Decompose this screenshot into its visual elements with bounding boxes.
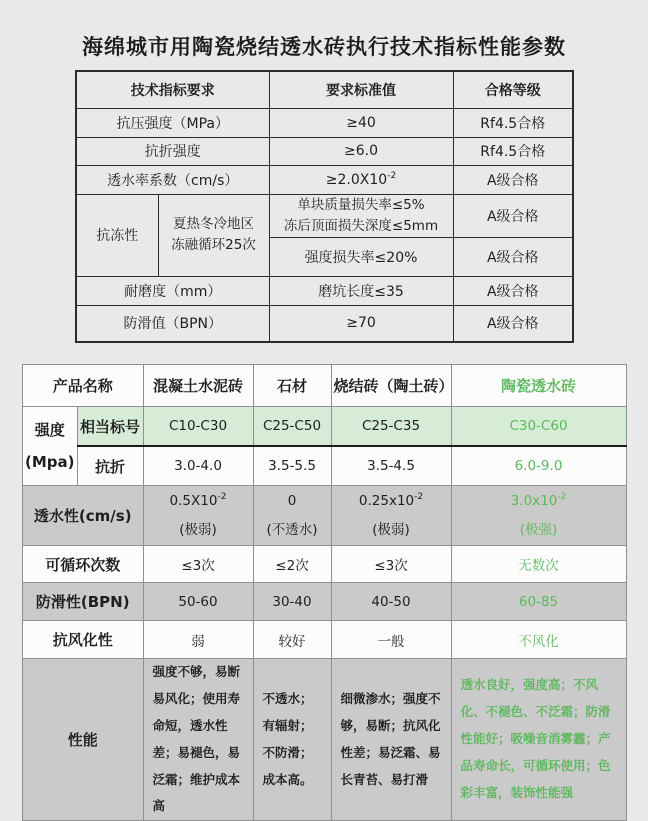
recycle-ceramic: 无数次 <box>451 546 626 583</box>
strength-label-line1: 强度 <box>34 421 65 439</box>
spec-row-antislip <box>76 305 573 342</box>
frost-sub1-line1: 单块质量损失率≤5% <box>297 196 425 213</box>
antislip-standard: ≥70 <box>269 305 453 342</box>
antislip-label: 防滑性(BPN) <box>23 583 144 621</box>
antislip-indicator: 防滑值（BPN） <box>76 305 269 342</box>
flexural-standard: ≥6.0 <box>269 137 453 165</box>
antislip-concrete: 50-60 <box>143 583 253 621</box>
perm-value <box>256 493 329 509</box>
perm-note: (不透水) <box>266 522 318 538</box>
spec-row-flexural <box>76 137 573 165</box>
spec-header-row <box>76 71 573 108</box>
row-antislip <box>23 583 627 621</box>
performance-concrete: 强度不够，易断易风化；使用寿命短，透水性差；易褪色，易泛霜；维护成本高 <box>143 659 253 821</box>
performance-ceramic: 透水良好，强度高；不风化、不褪色、不泛霜；防滑性能好；吸噪音消雾霾；产品寿命长，可循环使用；色彩丰富，装饰性能强 <box>451 659 626 821</box>
header-concrete: 混凝土水泥砖 <box>143 365 253 407</box>
weathering-concrete: 弱 <box>143 621 253 659</box>
equiv-concrete: C10-C30 <box>143 407 253 447</box>
equiv-sintered: C25-C35 <box>331 407 451 447</box>
row-strength-equivalent <box>23 407 627 447</box>
value-base: ≥2.0X10 <box>325 171 388 188</box>
wear-grade: A级合格 <box>453 276 573 305</box>
frost-condition <box>158 194 269 276</box>
spec-row-wear <box>76 276 573 305</box>
row-strength-flexural <box>23 446 627 486</box>
strength-label-line2: (Mpa) <box>25 453 75 471</box>
equiv-label: 相当标号 <box>77 407 143 447</box>
frost-label: 抗冻性 <box>76 194 158 276</box>
permeability-stone <box>253 486 331 546</box>
frost-sub1-standard <box>269 194 453 237</box>
permeability-sintered <box>331 486 451 546</box>
weathering-stone: 较好 <box>253 621 331 659</box>
antislip-ceramic: 60-85 <box>451 583 626 621</box>
spec-row-frost-1 <box>76 194 573 237</box>
value-superscript: -2 <box>217 492 227 502</box>
weathering-sintered: 一般 <box>331 621 451 659</box>
perm-note: (极强) <box>519 522 558 538</box>
value-superscript: -2 <box>387 170 397 181</box>
comparison-header-row <box>23 365 627 407</box>
spec-header-indicator: 技术指标要求 <box>76 71 269 108</box>
frost-sub1-line2: 冻后顶面损失深度≤5mm <box>283 217 439 234</box>
strength-label <box>23 407 78 486</box>
row-performance <box>23 659 627 821</box>
performance-stone: 不透水；有辐射；不防滑；成本高。 <box>253 659 331 821</box>
recycle-stone: ≤2次 <box>253 546 331 583</box>
frost-sub1-grade: A级合格 <box>453 194 573 237</box>
flex-concrete: 3.0-4.0 <box>143 446 253 486</box>
row-permeability <box>23 486 627 546</box>
recycle-concrete: ≤3次 <box>143 546 253 583</box>
spec-header-standard: 要求标准值 <box>269 71 453 108</box>
flex-label: 抗折 <box>77 446 143 486</box>
permeability-grade: A级合格 <box>453 165 573 194</box>
permeability-ceramic <box>451 486 626 546</box>
row-weathering <box>23 621 627 659</box>
permeability-indicator: 透水率系数（cm/s） <box>76 165 269 194</box>
compressive-standard: ≥40 <box>269 108 453 137</box>
page-title: 海绵城市用陶瓷烧结透水砖执行技术指标性能参数 <box>82 35 566 59</box>
frost-sub2-grade: A级合格 <box>453 237 573 276</box>
weathering-ceramic: 不风化 <box>451 621 626 659</box>
antislip-stone: 30-40 <box>253 583 331 621</box>
header-sintered: 烧结砖（陶土砖） <box>331 365 451 407</box>
spec-table <box>75 70 574 343</box>
compressive-indicator: 抗压强度（MPa） <box>76 108 269 137</box>
perm-value <box>454 493 624 509</box>
wear-indicator: 耐磨度（mm） <box>76 276 269 305</box>
perm-note: (极弱) <box>179 522 217 538</box>
wear-standard: 磨坑长度≤35 <box>269 276 453 305</box>
perm-note: (极弱) <box>372 522 410 538</box>
spec-row-compressive <box>76 108 573 137</box>
weathering-label: 抗风化性 <box>23 621 144 659</box>
frost-condition-line2: 冻融循环25次 <box>171 237 256 253</box>
antislip-sintered: 40-50 <box>331 583 451 621</box>
flexural-grade: Rf4.5合格 <box>453 137 573 165</box>
perm-value <box>334 493 449 509</box>
permeability-concrete <box>143 486 253 546</box>
comparison-table <box>22 364 627 821</box>
flexural-indicator: 抗折强度 <box>76 137 269 165</box>
value-base: 0.5X10 <box>169 493 218 509</box>
permeability-label: 透水性(cm/s) <box>23 486 144 546</box>
value-base: 3.0x10 <box>510 493 558 509</box>
header-stone: 石材 <box>253 365 331 407</box>
equiv-ceramic: C30-C60 <box>451 407 626 447</box>
header-ceramic: 陶瓷透水砖 <box>451 365 626 407</box>
header-product-name: 产品名称 <box>23 365 144 407</box>
performance-label: 性能 <box>23 659 144 821</box>
frost-condition-line1: 夏热冬冷地区 <box>173 216 254 233</box>
permeability-standard <box>269 165 453 194</box>
performance-sintered: 细微渗水；强度不够，易断；抗风化性差；易泛霜、易长青苔、易打滑 <box>331 659 451 821</box>
value-base: 0 <box>287 493 297 509</box>
antislip-grade: A级合格 <box>453 305 573 342</box>
spec-row-permeability <box>76 165 573 194</box>
value-superscript: -2 <box>414 492 424 502</box>
flex-ceramic: 6.0-9.0 <box>451 446 626 486</box>
compressive-grade: Rf4.5合格 <box>453 108 573 137</box>
perm-value <box>146 493 251 509</box>
value-superscript: -2 <box>557 492 567 502</box>
frost-sub2-standard: 强度损失率≤20% <box>269 237 453 276</box>
flex-sintered: 3.5-4.5 <box>331 446 451 486</box>
value-base: 0.25x10 <box>358 493 415 509</box>
equiv-stone: C25-C50 <box>253 407 331 447</box>
recycle-label: 可循环次数 <box>23 546 144 583</box>
recycle-sintered: ≤3次 <box>331 546 451 583</box>
flex-stone: 3.5-5.5 <box>253 446 331 486</box>
spec-header-grade: 合格等级 <box>453 71 573 108</box>
row-recycle <box>23 546 627 583</box>
